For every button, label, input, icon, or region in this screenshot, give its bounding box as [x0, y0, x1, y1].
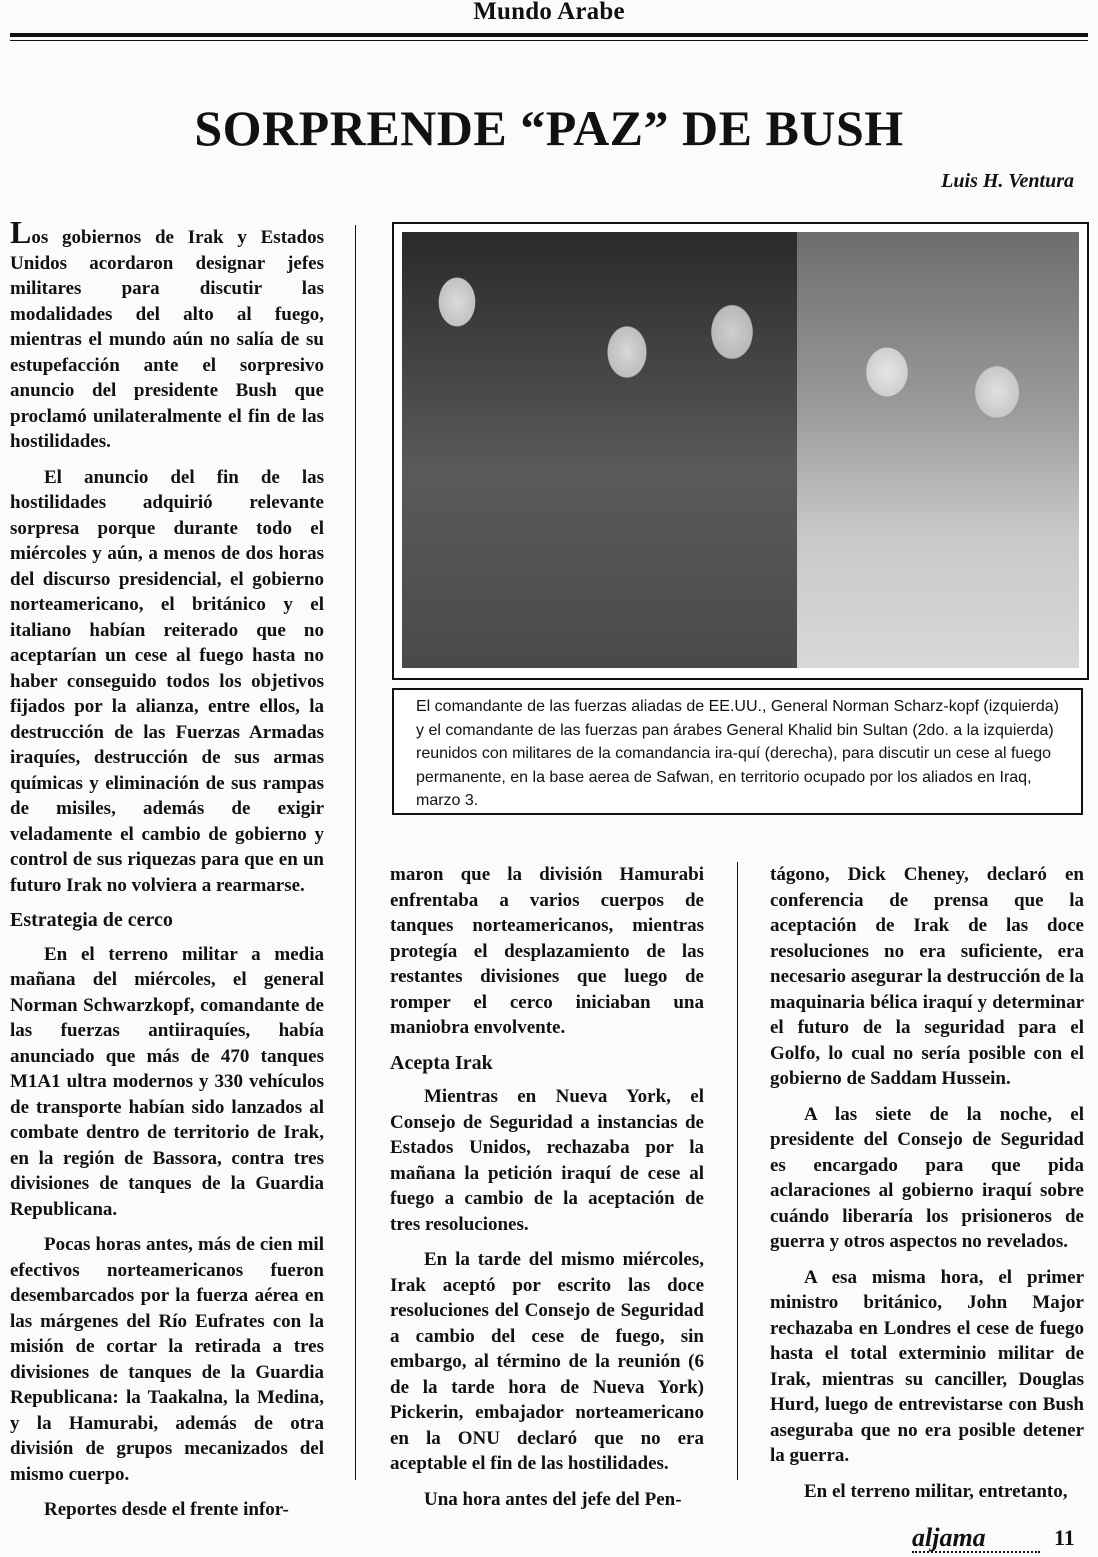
photo-caption: El comandante de las fuerzas aliadas de EE.UU., General Norman Scharz-kopf (izquierda) y el comandante de las fuerzas pan árabes General Khalid bin Sultan (2do. a la izquierda) reunidos con militares de la comandancia ira-quí (derecha), para discutir un cese al fuego permanente, en la base aerea de Safwan, en territorio ocupado por los aliados en Iraq, marzo 3. — [392, 688, 1083, 815]
paragraph: En el terreno militar a media mañana del miércoles, el general Norman Schwarzkopf, comandante de las fuerzas antiiraquíes, había anunciado que más de 470 tanques M1A1 ultra modernos y 330 vehículos de transporte habían sido lanzados al combate dentro de territorio de Irak, en la región de Bassora, contra tres divisiones de tanques de la Guardia Republicana. — [10, 943, 324, 1220]
column-rule-2 — [737, 862, 738, 1480]
lead-text: os gobiernos de Irak y Estados Unidos acordaron designar jefes militares para discutir las modalidades del alto al fuego, mientras el mundo aún no salía de su estupefacción ante el sorpresivo anuncio del presidente Bush que proclamó unilateralmente el fin de las hostilidades. — [10, 227, 324, 452]
header-rule-thin — [10, 40, 1088, 41]
paragraph: Mientras en Nueva York, el Consejo de Seguridad a instancias de Estados Unidos, rechazaba por la mañana la petición iraquí de cese al fuego a cambio de la aceptación de tres resoluciones. — [390, 1086, 704, 1235]
drop-cap: L — [10, 214, 32, 250]
brand-logo: aljama — [912, 1523, 986, 1552]
subhead-acepta-irak: Acepta Irak — [390, 1051, 493, 1074]
photo-frame — [392, 222, 1089, 680]
paragraph: A esa misma hora, el primer ministro británico, John Major rechazaba en Londres el cese de fuego hasta el total exterminio militar de Irak, mientras su canciller, Douglas Hurd, luego de entrevistarse con Bush aseguraba que no era posible detener la guerra. — [770, 1266, 1084, 1466]
section-label: Mundo Arabe — [473, 0, 625, 25]
column-2 — [390, 862, 704, 1522]
photo-meeting-right — [797, 232, 1079, 668]
paragraph: En el terreno militar, entretanto, — [804, 1480, 1068, 1502]
column-rule-1 — [355, 225, 356, 1480]
paragraph: En la tarde del mismo miércoles, Irak aceptó por escrito las doce resoluciones del Consejo de Seguridad a cambio del cese de fuego, sin embargo, al término de la reunión (6 de la tarde hora de Nueva York) Pickerin, embajador norteamericano en la ONU declaró que no era aceptable el fin de las hostilidades. — [390, 1249, 704, 1474]
paragraph: El anuncio del fin de las hostilidades adquirió relevante sorpresa porque durante todo el miércoles y aún, a menos de dos horas del discurso presidencial, el gobierno norteamericano, el británico y el italiano habían reiterado que no aceptarían un cese al fuego hasta no haber conseguido todos los objetivos fijados por la alianza, entre ellos, la destrucción de las Fuerzas Armadas iraquíes, destrucción de sus armas químicas y eliminación de sus rampas de misiles, además de exigir veladamente el cambio de gobierno y control de sus riquezas para que en un futuro Irak no volviera a rearmarse. — [10, 466, 324, 896]
page-number: 11 — [1054, 1525, 1075, 1550]
paragraph: tágono, Dick Cheney, declaró en conferencia de prensa que la aceptación de Irak de las doce resoluciones no era suficiente, era necesario asegurar la destrucción de la maquinaria bélica iraquí y determinar el futuro de la seguridad para el Golfo, lo cual no sería posible con el gobierno de Saddam Hussein. — [770, 864, 1084, 1089]
header-rule-thick — [10, 33, 1088, 37]
brand-underline — [912, 1551, 1040, 1553]
photo-meeting-left — [402, 232, 797, 668]
column-1 — [10, 214, 324, 1533]
paragraph: maron que la división Hamurabi enfrentaba a varios cuerpos de tanques norteamericanos, mientras protegía el desplazamiento de las restantes divisiones que luego de romper el cerco iniciaban una maniobra envolvente. — [390, 864, 704, 1038]
subhead-estrategia: Estrategia de cerco — [10, 909, 173, 931]
paragraph: A las siete de la noche, el presidente del Consejo de Seguridad es encargado para que pida aclaraciones al gobierno iraquí sobre cuándo liberaría los prisioneros de guerra y otros aspectos no revelados. — [770, 1103, 1084, 1252]
column-3 — [770, 862, 1084, 1514]
lead-paragraph — [10, 214, 324, 455]
paragraph: Pocas horas antes, más de cien mil efectivos norteamericanos fueron desembarcados por la fuerza aérea en las márgenes del Río Eufrates con la misión de cortar la retirada a tres divisiones de tanques de la Guardia Republicana: la Taakalna, la Medina, y la Hamurabi, además de otra división de grupos mecanizados del mismo cuerpo. — [10, 1234, 324, 1485]
headline: SORPRENDE “PAZ” DE BUSH — [194, 100, 904, 156]
paragraph: Reportes desde el frente infor- — [44, 1499, 289, 1520]
byline: Luis H. Ventura — [941, 170, 1074, 192]
paragraph: Una hora antes del jefe del Pen- — [424, 1488, 682, 1510]
